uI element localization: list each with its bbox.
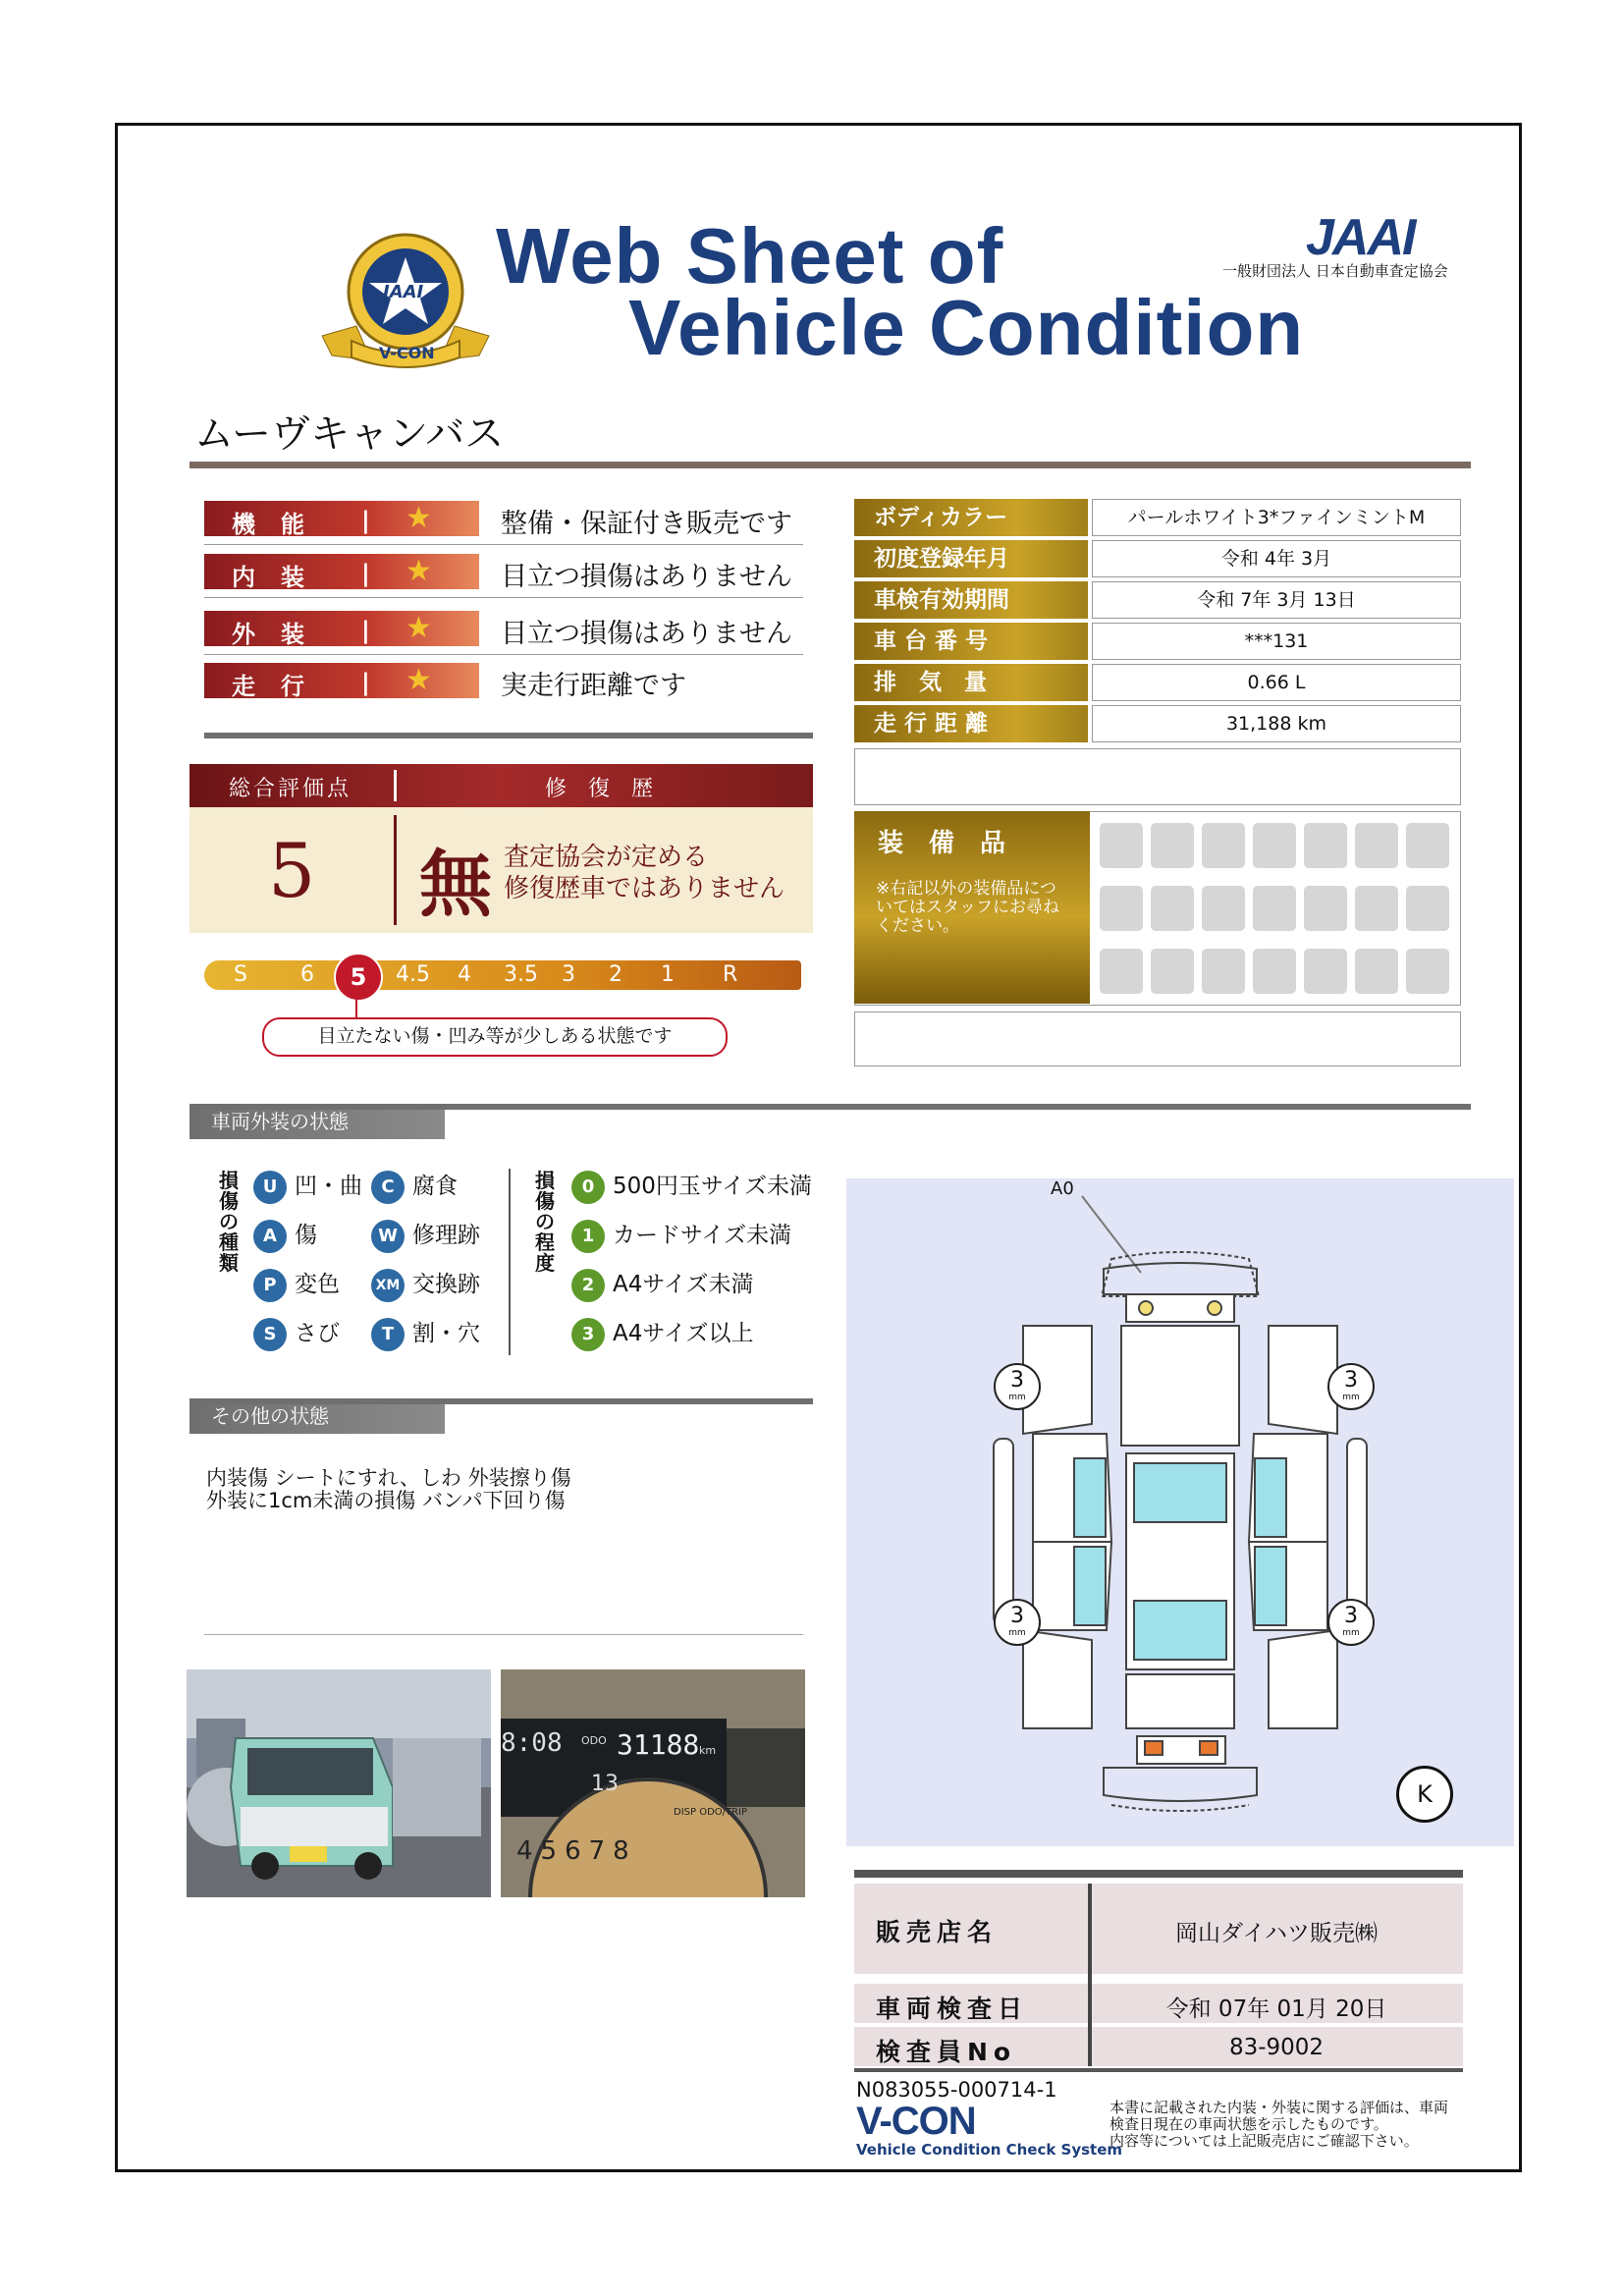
rating-label: 走行: [232, 673, 330, 700]
code-badge: A: [253, 1220, 287, 1253]
spec-key: 初度登録年月: [854, 540, 1088, 577]
repair-history-note-2: 修復歴車ではありません: [504, 874, 785, 903]
grade-tick: 2: [609, 962, 622, 987]
spec-key: 車 台 番 号: [854, 623, 1088, 660]
code-badge: P: [253, 1269, 287, 1302]
vcon-badge: [312, 228, 499, 373]
rating-row-function: [204, 499, 803, 538]
grade-tick: S: [234, 962, 247, 987]
blank-field: [854, 1011, 1461, 1066]
disclaimer: [1109, 2100, 1448, 2150]
odometer-photo: [501, 1669, 805, 1897]
grade-pointer: [355, 998, 357, 1019]
tire-depth-front-right: [1327, 1363, 1375, 1410]
sheet-number: N083055-000714-1: [856, 2078, 1057, 2102]
rating-tag: [204, 554, 479, 589]
blank-field: [854, 748, 1461, 805]
star-icon: ★: [406, 501, 432, 535]
rating-label: 内装: [232, 564, 330, 591]
other-condition-line: 外装に1cm未満の損傷 バンパ下回り傷: [206, 1489, 566, 1512]
tire-depth-rear-left: [994, 1599, 1041, 1646]
legend-item: [253, 1316, 340, 1351]
spec-key: ボディカラー: [854, 499, 1088, 536]
rating-tag: [204, 611, 479, 646]
divider: [394, 770, 397, 801]
shop-label: 販売店名: [876, 1918, 999, 1946]
car-damage-diagram: [846, 1178, 1514, 1846]
inspect-date-row: [854, 1984, 1463, 2023]
equipment-slot: [1202, 886, 1245, 931]
jaai-logo: JAAI: [1306, 209, 1415, 266]
divider: [509, 1169, 511, 1355]
tire-depth-value: 3: [1010, 1368, 1024, 1393]
rating-tag: [204, 663, 479, 698]
legend-item: [253, 1169, 362, 1204]
rating-text: 目立つ損傷はありません: [501, 562, 792, 592]
tire-depth-value: 3: [1010, 1604, 1024, 1628]
legend-label: 変色: [295, 1272, 340, 1297]
legend-label: 交換跡: [412, 1272, 480, 1297]
rating-text: 目立つ損傷はありません: [501, 619, 792, 649]
equipment-slot: [1100, 823, 1143, 868]
legend-label: 傷: [295, 1223, 317, 1248]
equipment-slot: [1202, 823, 1245, 868]
equipment-slot: [1406, 949, 1449, 994]
damage-type-label: 損傷の種類: [219, 1169, 239, 1275]
rating-row-exterior: [204, 609, 803, 648]
divider: [854, 1870, 1463, 1878]
code-badge: 2: [571, 1269, 605, 1302]
grade-tick: 3: [562, 962, 575, 987]
divider: [854, 2068, 1463, 2072]
spec-value: 0.66 L: [1092, 664, 1461, 701]
legend-label: さび: [295, 1321, 340, 1346]
code-badge: 3: [571, 1318, 605, 1351]
tire-depth-unit: mm: [1342, 1393, 1360, 1402]
equipment-slot: [1151, 949, 1194, 994]
section-header-other: その他の状態: [189, 1398, 445, 1434]
repair-history-label: 修 復 歴: [545, 777, 654, 801]
spec-first-registration: [854, 540, 1461, 577]
equipment-slot: [1202, 949, 1245, 994]
equipment-slot: [1406, 823, 1449, 868]
legend-item: [571, 1218, 791, 1253]
divider: [854, 1978, 1463, 1980]
grade-tick: 4: [458, 962, 471, 987]
tire-depth-rear-right: [1327, 1599, 1375, 1646]
divider: [204, 1634, 803, 1635]
inspector-value: 83-9002: [1228, 2035, 1325, 2060]
vehicle-name: ムーヴキャンバス: [194, 411, 505, 457]
code-badge: 1: [571, 1220, 605, 1253]
odometer-unit: km: [699, 1744, 717, 1757]
equipment-slot: [1253, 823, 1296, 868]
inspector-row: [854, 2027, 1463, 2066]
spec-mileage: [854, 705, 1461, 742]
spec-value: 令和 7年 3月 13日: [1092, 581, 1461, 619]
badge-ribbon-label: V-CON: [379, 344, 435, 362]
tire-depth-unit: mm: [1342, 1628, 1360, 1638]
spec-value: 31,188 km: [1092, 705, 1461, 742]
damage-degree-label: 損傷の程度: [535, 1169, 555, 1275]
badge-label: JAAI: [383, 282, 424, 302]
spec-value: ***131: [1092, 623, 1461, 660]
equipment-slot: [1355, 949, 1398, 994]
tire-depth-front-left: [994, 1363, 1041, 1410]
title-line-1: Web Sheet of: [496, 212, 1004, 300]
legend-label: 修理跡: [412, 1223, 480, 1248]
divider: [204, 733, 813, 738]
rating-bar: |: [361, 617, 370, 644]
legend-label: A4サイズ以上: [613, 1321, 754, 1346]
code-badge: XM: [371, 1269, 405, 1302]
rating-text: 実走行距離です: [501, 671, 686, 701]
star-icon: ★: [406, 554, 432, 588]
rating-bar: |: [361, 669, 370, 696]
divider: [394, 815, 397, 925]
legend-label: A4サイズ未満: [613, 1272, 754, 1297]
divider: [1088, 1884, 1092, 2066]
disclaimer-line: 内容等については上記販売店にご確認下さい。: [1109, 2132, 1419, 2150]
legend-item: [253, 1267, 340, 1302]
grade-tick: R: [723, 962, 738, 987]
equipment-slot: [1406, 886, 1449, 931]
vcon-logo: V-CON: [856, 2100, 976, 2143]
score-body: [189, 807, 813, 933]
grade-tick: 4.5: [396, 962, 430, 987]
equipment-title: 装 備 品: [878, 829, 1006, 858]
equipment-slot: [1100, 886, 1143, 931]
equipment-slot: [1100, 949, 1143, 994]
code-badge: T: [371, 1318, 405, 1351]
rating-row-mileage: [204, 661, 803, 700]
title-line-2: Vehicle Condition: [628, 284, 1305, 371]
legend-item: [371, 1267, 480, 1302]
rating-label: 外装: [232, 621, 330, 648]
legend-item: [371, 1169, 458, 1204]
spec-key: 車検有効期間: [854, 581, 1088, 619]
legend-item: [253, 1218, 317, 1253]
code-badge: 0: [571, 1171, 605, 1204]
repair-history-note-1: 査定協会が定める: [504, 843, 709, 872]
other-condition-line: 内装傷 シートにすれ、しわ 外装擦り傷: [206, 1466, 571, 1490]
legend-item: [571, 1316, 754, 1351]
temperature: 13: [591, 1772, 619, 1796]
divider: [189, 1398, 813, 1404]
legend-item: [371, 1316, 480, 1351]
divider: [189, 1104, 1471, 1110]
disclaimer-line: 本書に記載された内装・外装に関する評価は、車両: [1109, 2099, 1449, 2116]
vcon-logo-subtitle: Vehicle Condition Check System: [856, 2141, 1123, 2159]
legend-label: 凹・曲: [295, 1174, 362, 1199]
rating-text: 整備・保証付き販売です: [501, 509, 792, 539]
code-badge: S: [253, 1318, 287, 1351]
legend-label: 腐食: [412, 1174, 458, 1199]
code-badge: C: [371, 1171, 405, 1204]
grade-scale: [204, 960, 801, 990]
rating-bar: |: [361, 560, 370, 587]
rating-row-interior: [204, 552, 803, 591]
spec-value: パールホワイト3*ファインミントM: [1092, 499, 1461, 536]
spec-chassis-number: [854, 623, 1461, 660]
rating-bar: |: [361, 507, 370, 534]
star-icon: ★: [406, 663, 432, 697]
inspect-date-value: 令和 07年 01月 20日: [1165, 1996, 1387, 2022]
divider: [189, 462, 1471, 468]
dealer-shop-row: [854, 1884, 1463, 1974]
score-header: [189, 764, 813, 807]
vehicle-photo: [187, 1669, 491, 1897]
shop-value: 岡山ダイハツ販売㈱: [1174, 1921, 1379, 1946]
equipment-slot: [1253, 886, 1296, 931]
code-badge: U: [253, 1171, 287, 1204]
grade-tick: 6: [300, 962, 314, 987]
grade-tick: 1: [661, 962, 675, 987]
rating-tag: [204, 501, 479, 536]
legend-item: [571, 1267, 754, 1302]
equipment-note: ※右記以外の装備品についてはスタッフにお尋ねください。: [876, 879, 1059, 936]
damage-callout: A0: [1051, 1178, 1074, 1199]
equipment-slot: [1151, 823, 1194, 868]
equipment-slot: [1253, 949, 1296, 994]
grade-tick: 3.5: [504, 962, 538, 987]
tire-depth-value: 3: [1344, 1604, 1358, 1628]
equipment-slot: [1151, 886, 1194, 931]
legend-label: カードサイズ未満: [613, 1223, 792, 1248]
odometer-reading: 31188: [617, 1728, 700, 1761]
overall-score: 5: [268, 827, 316, 914]
equipment-slot: [1304, 949, 1347, 994]
tire-depth-unit: mm: [1008, 1393, 1026, 1402]
equipment-grid: [1100, 823, 1453, 1000]
marker-k: K: [1396, 1766, 1453, 1823]
code-badge: W: [371, 1220, 405, 1253]
legend-item: [371, 1218, 480, 1253]
disclaimer-line: 検査日現在の車両状態を示したものです。: [1109, 2115, 1388, 2133]
inspect-date-label: 車両検査日: [876, 1995, 1029, 2023]
legend-label: 500円玉サイズ未満: [613, 1174, 813, 1199]
spec-key: 走 行 距 離: [854, 705, 1088, 742]
star-icon: ★: [406, 611, 432, 645]
equipment-slot: [1355, 823, 1398, 868]
trip-time: 8:08: [501, 1728, 563, 1758]
divider: [204, 597, 803, 598]
equipment-slot: [1355, 886, 1398, 931]
spec-displacement: [854, 664, 1461, 701]
tire-depth-value: 3: [1344, 1368, 1358, 1393]
equipment-header: [854, 811, 1090, 1004]
equipment-slot: [1304, 886, 1347, 931]
odo-trip-button-label: DISP ODO/TRIP: [674, 1807, 748, 1818]
org-name: 一般財団法人 日本自動車査定協会: [1222, 262, 1448, 280]
spec-inspection-expiry: [854, 581, 1461, 619]
inspector-label: 検査員No: [876, 2038, 1017, 2066]
legend-label: 割・穴: [412, 1321, 480, 1346]
spec-body-color: [854, 499, 1461, 536]
spec-value: 令和 4年 3月: [1092, 540, 1461, 577]
repair-history-value: 無: [419, 843, 492, 927]
rating-label: 機能: [232, 511, 330, 538]
gauge-digits: 45678: [516, 1836, 637, 1866]
equipment-slot: [1304, 823, 1347, 868]
grade-description: 目立たない傷・凹み等が少しある状態です: [262, 1017, 728, 1057]
legend-item: [571, 1169, 812, 1204]
divider: [204, 544, 803, 545]
divider: [204, 654, 803, 655]
active-grade-marker: 5: [334, 953, 383, 1002]
overall-score-label: 総合評価点: [229, 777, 352, 801]
tire-depth-unit: mm: [1008, 1628, 1026, 1638]
section-header-exterior: 車両外装の状態: [189, 1104, 445, 1139]
other-condition-text: [206, 1467, 571, 1512]
spec-key: 排 気 量: [854, 664, 1088, 701]
odo-label: ODO: [581, 1734, 607, 1747]
